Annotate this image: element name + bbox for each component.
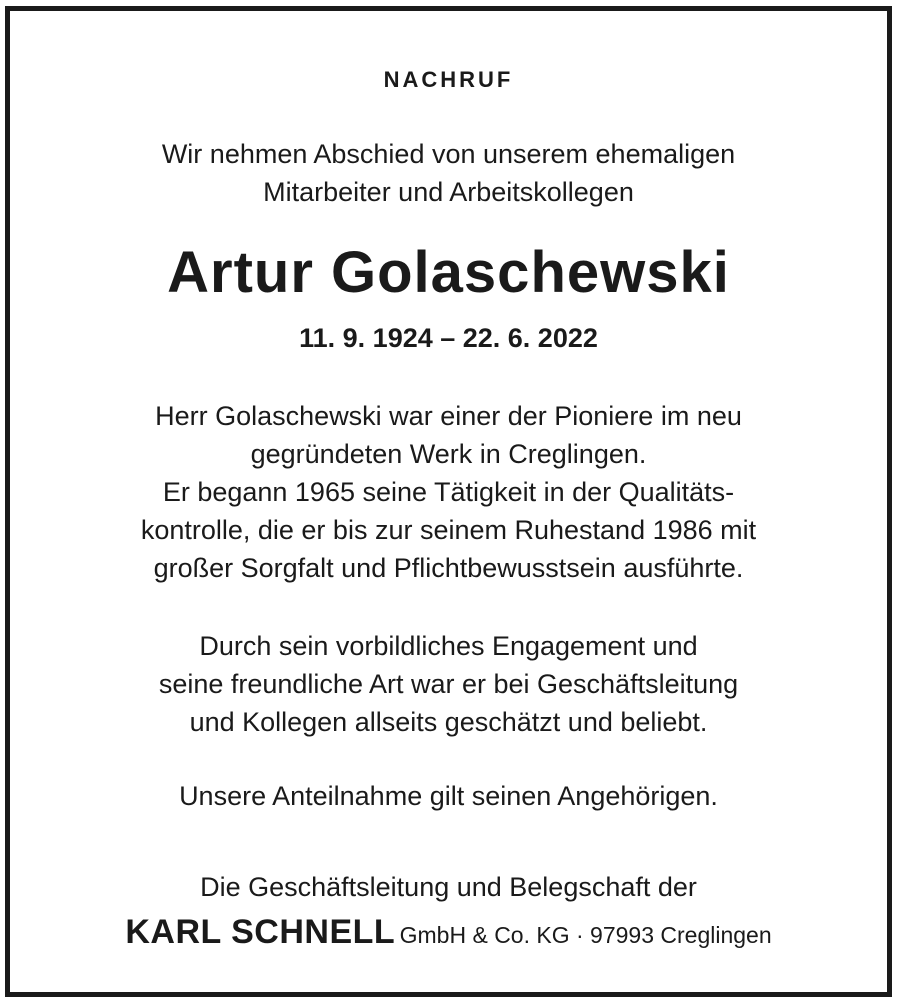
biography-line: großer Sorgfalt und Pflichtbewusstsein ausführte. [153,553,744,583]
tribute-line: Durch sein vorbildliches Engagement und [199,631,698,661]
tribute-line: seine freundliche Art war er bei Geschäftsleitung [158,669,739,699]
biography-line: Herr Golaschewski war einer der Pioniere im neu [155,401,742,431]
condolence-text: Unsere Anteilnahme gilt seinen Angehörigen. [179,781,718,811]
company-details: GmbH & Co. KG · 97993 Creglingen [399,922,772,948]
company-name: KARL SCHNELL [125,913,396,951]
company-signature [10,913,887,952]
signature-line: Die Geschäftsleitung und Belegschaft der [200,872,697,902]
intro-text [10,135,887,211]
biography-line: kontrolle, die er bis zur seinem Ruhestand 1986 mit [140,515,757,545]
tribute-line: und Kollegen allseits geschätzt und beliebt. [189,707,708,737]
deceased-name: Artur Golaschewski [167,240,730,305]
notice-heading: NACHRUF [383,67,514,92]
life-dates: 11. 9. 1924 – 22. 6. 2022 [299,323,598,353]
biography-paragraph [10,397,887,587]
intro-line: Wir nehmen Abschied von unserem ehemaligen [161,139,736,169]
tribute-paragraph [10,627,887,741]
intro-line: Mitarbeiter und Arbeitskollegen [263,177,634,207]
biography-line: gegründeten Werk in Creglingen. [250,439,647,469]
biography-line: Er begann 1965 seine Tätigkeit in der Qualitäts- [162,477,735,507]
obituary-frame [5,6,892,997]
